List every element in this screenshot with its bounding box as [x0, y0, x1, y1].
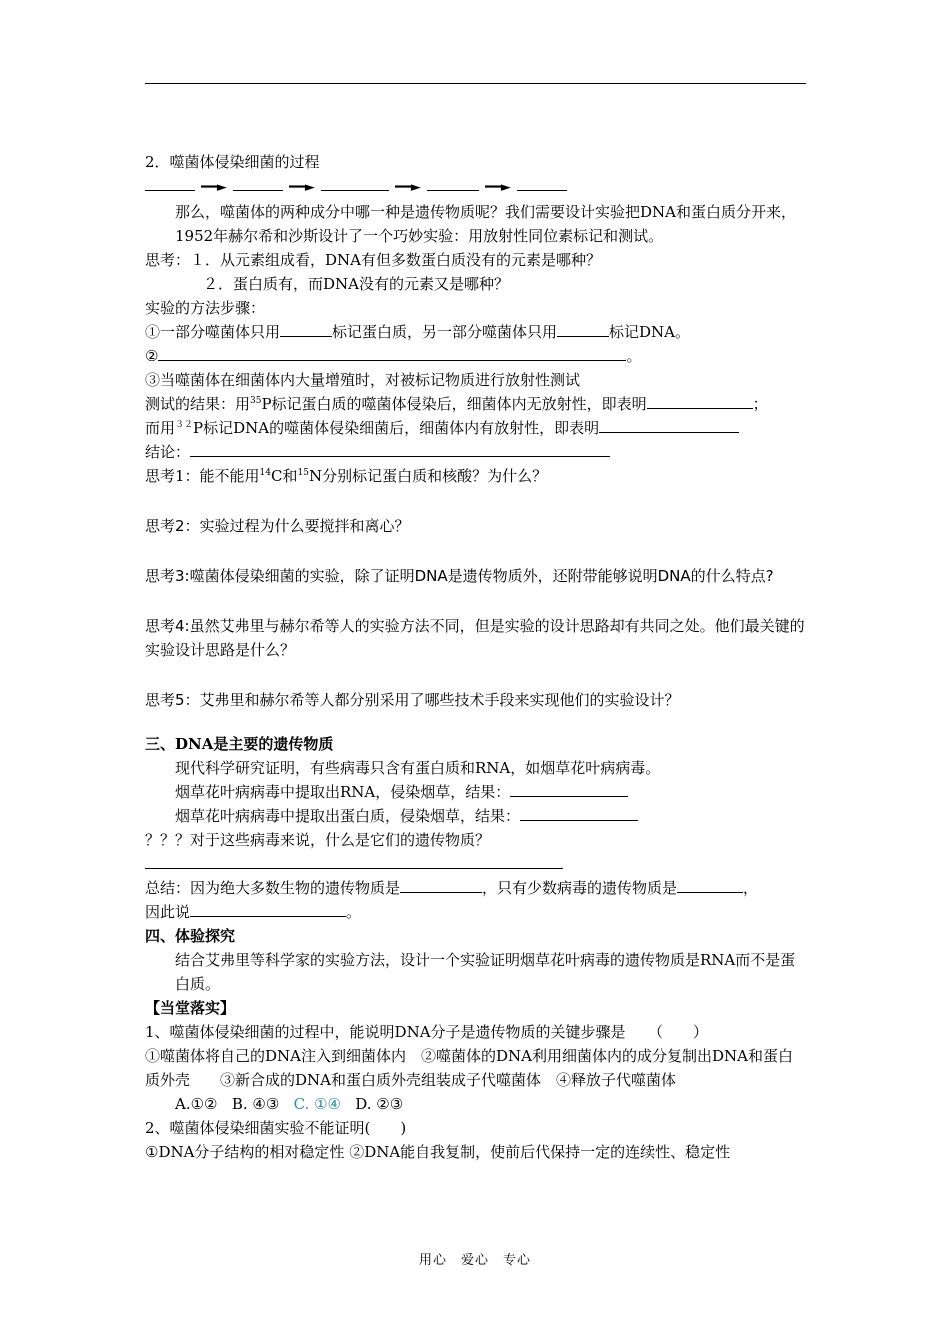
answer-blank [557, 320, 609, 337]
document-body [145, 150, 807, 1164]
virus-question: ？？？对于这些病毒来说，什么是它们的遗传物质？ [145, 831, 491, 849]
question-3: 思考3:噬菌体侵染细菌的实验，除了证明DNA是遗传物质外，还附带能够说明DNA的什么特点? [145, 567, 774, 585]
section-2-title: 2．噬菌体侵染细菌的过程 [145, 153, 320, 171]
question-2: 思考2：实验过程为什么要搅拌和离心？ [145, 517, 410, 535]
exercise-1-choices [145, 1092, 807, 1116]
arrow-icon: ━━► [289, 180, 315, 195]
conclusion: 结论： [145, 440, 807, 464]
choice-b: B. ④③ [231, 1095, 280, 1113]
flow-blank [233, 174, 283, 191]
section-3-paragraph: 现代科学研究证明，有些病毒只含有蛋白质和RNA，如烟草花叶病病毒。 [175, 759, 661, 777]
question-1: 思考1：能不能用$^{14}$C和$^{15}$N分别标记蛋白质和核酸？为什么？ [145, 467, 548, 485]
page-footer: 用心 爱心 专心 [418, 1253, 531, 1268]
step-2: ② 。 [145, 344, 807, 368]
answer-blank [647, 392, 753, 409]
think-1: 思考：１．从元素组成看，DNA有但多数蛋白质没有的元素是哪种？ [145, 251, 601, 269]
question-5: 思考5：艾弗里和赫尔希等人都分别采用了哪些技术手段来实现他们的实验设计？ [145, 691, 680, 709]
process-flow [145, 174, 807, 200]
rna-infection: 烟草花叶病病毒中提取出RNA，侵染烟草，结果： [145, 780, 807, 804]
result-2: 而用$^{32}$P标记DNA的噬菌体侵染细菌后，细菌体内有放射性，即表明 [145, 416, 807, 440]
arrow-icon: ━━► [395, 180, 421, 195]
section-4-paragraph: 结合艾弗里等科学家的实验方法，设计一个实验证明烟草花叶病毒的遗传物质是RNA而不是蛋白质。 [175, 951, 796, 993]
method-heading: 实验的方法步骤： [145, 299, 266, 317]
question-4: 思考4:虽然艾弗里与赫尔希等人的实验方法不同，但是实验的设计思路却有共同之处。他们最关键的实验设计思路是什么？ [145, 617, 805, 659]
summary-1: 总结：因为绝大多数生物的遗传物质是 ，只有少数病毒的遗传物质是 ， [145, 876, 807, 900]
flow-blank [427, 174, 479, 191]
summary-2: 因此说 。 [145, 900, 807, 924]
header-rule [145, 83, 806, 84]
protein-infection: 烟草花叶病病毒中提取出蛋白质，侵染烟草，结果： [145, 804, 807, 828]
choice-a: A.①② [175, 1095, 218, 1113]
flow-blank [145, 174, 195, 191]
exercise-1: 1、噬菌体侵染细菌的过程中，能说明DNA分子是遗传物质的关键步骤是 （ ） [145, 1023, 709, 1041]
exercise-1-options: ①噬菌体将自己的DNA注入到细菌体内 ②噬菌体的DNA利用细菌体内的成分复制出DNA和蛋白质外壳 ③新合成的DNA和蛋白质外壳组装成子代噬菌体 ④释放子代噬菌体 [145, 1047, 793, 1089]
answer-blank [520, 804, 638, 821]
choice-c-answer: C. ①④ [293, 1095, 341, 1113]
flow-blank [321, 174, 389, 191]
exercise-2-options: ①DNA分子结构的相对稳定性 ②DNA能自我复制，使前后代保持一定的连续性、稳定性 [145, 1143, 731, 1161]
practice-heading: 【当堂落实】 [145, 999, 236, 1017]
choice-d: D. ②③ [355, 1095, 404, 1113]
section-3-heading: 三、DNA是主要的遗传物质 [145, 735, 334, 753]
arrow-icon: ━━► [485, 180, 511, 195]
answer-blank [158, 344, 626, 361]
exercise-2: 2、噬菌体侵染细菌实验不能证明( ) [145, 1119, 407, 1137]
flow-blank [517, 174, 567, 191]
answer-blank [145, 852, 563, 869]
answer-blank [190, 440, 610, 457]
intro-paragraph: 那么，噬菌体的两种成分中哪一种是遗传物质呢？我们需要设计实验把DNA和蛋白质分开来，1952年赫尔希和沙斯设计了一个巧妙实验：用放射性同位素标记和测试。 [175, 203, 796, 245]
step-3: ③当噬菌体在细菌体内大量增殖时，对被标记物质进行放射性测试 [145, 371, 581, 389]
answer-blank [190, 900, 346, 917]
answer-blank [280, 320, 332, 337]
answer-blank [400, 876, 482, 893]
answer-blank [677, 876, 743, 893]
result-1: 测试的结果：用$^{35}$P标记蛋白质的噬菌体侵染后，细菌体内无放射性，即表明 ； [145, 392, 807, 416]
section-4-heading: 四、体验探究 [145, 927, 236, 945]
arrow-icon: ━━► [201, 180, 227, 195]
answer-blank [510, 780, 628, 797]
step-1: ①一部分噬菌体只用 标记蛋白质，另一部分噬菌体只用 标记DNA。 [145, 320, 807, 344]
virus-answer-line [145, 852, 807, 876]
think-2: ２．蛋白质有，而DNA没有的元素又是哪种？ [203, 275, 509, 293]
answer-blank [599, 416, 739, 433]
